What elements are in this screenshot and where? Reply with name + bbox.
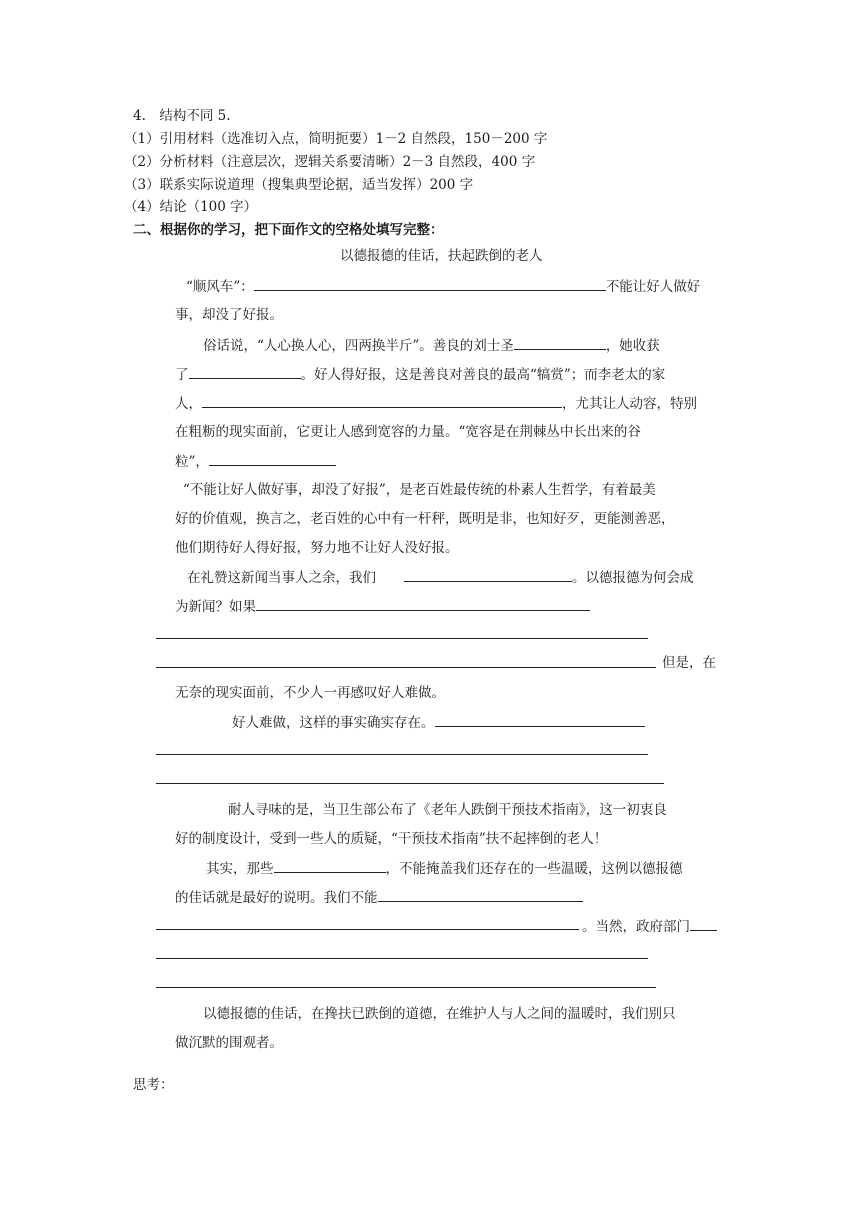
essay-line: 的佳话就是最好的说明。我们不能 <box>175 887 583 908</box>
essay-line: 在礼赞这新闻当事人之余，我们 。以德报德为何会成 <box>187 567 694 588</box>
fill-line[interactable] <box>156 958 648 959</box>
fill-line[interactable] <box>156 638 648 639</box>
essay-line: 在粗粝的现实面前，它更让人感到宽容的力量。“宽容是在荆棘丛中长出来的谷 <box>175 424 641 440</box>
essay-line: “不能让好人做好事，却没了好报”，是老百姓最传统的朴素人生哲学，有着最美 <box>183 482 656 498</box>
section-2-heading: 二、根据你的学习，把下面作文的空格处填写完整： <box>133 222 444 238</box>
essay-line: 其实，那些 ，不能掩盖我们还存在的一些温暖，这例以德报德 <box>206 858 683 879</box>
think-label: 思考： <box>133 1077 174 1093</box>
essay-line: 以德报德的佳话，在搀扶已跌倒的道德，在维护人与人之间的温暖时，我们别只 <box>203 1006 676 1022</box>
fill-blank[interactable] <box>209 451 336 466</box>
fill-line[interactable] <box>156 667 656 668</box>
fill-blank[interactable] <box>256 596 590 611</box>
essay-line: 做沉默的围观者。 <box>175 1035 283 1051</box>
outline-step-4: （4）结论（100 字） <box>124 199 258 215</box>
essay-line: 但是，在 <box>662 655 716 671</box>
fill-blank[interactable] <box>254 276 606 291</box>
essay-line: 好的制度设计，受到一些人的质疑，“干预技术指南”扶不起摔倒的老人！ <box>175 831 608 847</box>
fill-blank[interactable] <box>378 887 583 902</box>
essay-line: 好的价值观，换言之，老百姓的心中有一杆秤，既明是非，也知好歹，更能测善恶， <box>175 511 675 527</box>
fill-blank[interactable] <box>202 393 562 408</box>
essay-line: 为新闻？如果 <box>175 596 590 617</box>
fill-line[interactable] <box>156 754 648 755</box>
essay-line: 他们期待好人得好报，努力地不让好人没好报。 <box>175 540 459 556</box>
essay-line: 了 。好人得好报，这是善良对善良的最高“犒赏”；而李老太的家 <box>175 364 665 385</box>
essay-line: 。当然，政府部门 <box>582 916 717 937</box>
outline-step-3: （3）联系实际说道理（搜集典型论据，适当发挥）200 字 <box>124 177 474 193</box>
essay-line: 俗话说，“人心换人心，四两换半斤”。善良的刘士圣 ，她收获 <box>203 335 660 356</box>
outline-step-2: （2）分析材料（注意层次，逻辑关系要清晰）2－3 自然段，400 字 <box>124 154 536 170</box>
fill-line[interactable] <box>156 929 579 930</box>
essay-line: 无奈的现实面前，不少人一再感叹好人难做。 <box>175 685 445 701</box>
fill-blank[interactable] <box>435 712 645 727</box>
fill-blank[interactable] <box>274 858 386 873</box>
fill-blank[interactable] <box>404 567 572 582</box>
essay-line: 事，却没了好报。 <box>175 307 283 323</box>
fill-blank[interactable] <box>514 335 606 350</box>
essay-line: 好人难做，这样的事实确实存在。 <box>232 712 645 733</box>
fill-line[interactable] <box>156 783 664 784</box>
essay-title: 以德报德的佳话，扶起跌倒的老人 <box>340 248 543 264</box>
outline-step-1: （1）引用材料（选准切入点，简明扼要）1－2 自然段，150－200 字 <box>124 131 548 147</box>
essay-line: “顺风车”： 不能让好人做好 <box>186 276 700 297</box>
fill-blank[interactable] <box>690 916 717 931</box>
essay-line: 耐人寻味的是，当卫生部公布了《老年人跌倒干预技术指南》，这一初衷良 <box>228 802 667 818</box>
outline-item-4: 4. 结构不同 5. <box>133 108 231 124</box>
essay-line: 人， ，尤其让人动容，特别 <box>175 393 697 414</box>
fill-line[interactable] <box>156 987 656 988</box>
essay-line: 粒”， <box>175 451 336 472</box>
fill-blank[interactable] <box>189 364 301 379</box>
